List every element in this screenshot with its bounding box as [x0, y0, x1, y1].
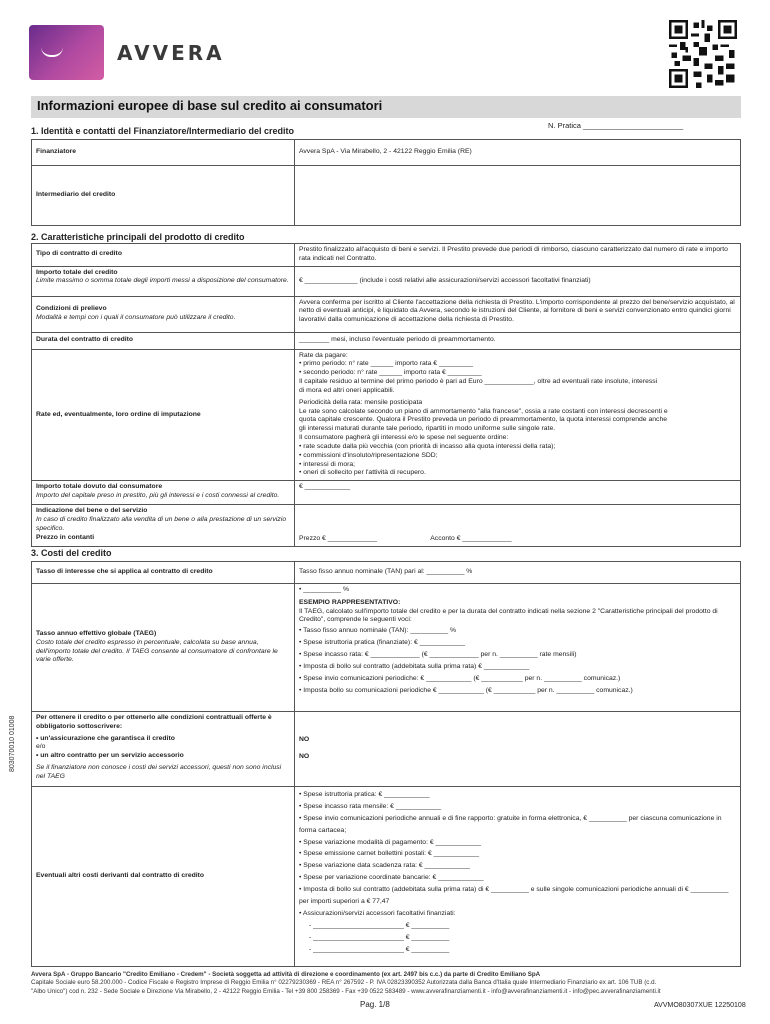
section-2-heading: 2. Caratteristiche principali del prodotto di credito [31, 232, 245, 242]
durata-value: ________ mesi, incluso l'eventuale periodo di preammortamento. [295, 332, 741, 349]
rate-order-list [299, 443, 736, 478]
answer-service: NO [299, 752, 310, 760]
bene-cell [32, 505, 295, 547]
taeg-cell [32, 584, 295, 712]
durata-label: Durata del contratto di credito [32, 332, 295, 349]
list-item: • Spese variazione modalità di pagamento: € ____________ [299, 837, 736, 849]
list-item: • interessi di mora; [299, 461, 736, 470]
side-barcode-text: 803070010 01008 [9, 715, 16, 772]
altri-dashes [299, 920, 736, 956]
pratica-field: N. Pratica ________________________ [548, 121, 684, 130]
esempio-title: ESEMPIO RAPPRESENTATIVO: [299, 598, 401, 606]
obbligo-item-2: • un altro contratto per un servizio accessorio [36, 752, 184, 760]
tasso-value: Tasso fisso annuo nominale (TAN) pari al: __________ % [295, 562, 741, 584]
footer-line-2: Capitale Sociale euro 58.200.000 - Codice Fiscale e Registro Imprese di Reggio Emilia n° 02279230369 - REA n° 267592 - P. IVA 02823390352 Autorizzata dalla Banca d'Italia quale Intermediario Finanziario ex art. 106 TUB (c.d. [31, 979, 657, 987]
dovuto-label: Importo totale dovuto dal consumatore [36, 483, 163, 491]
rate-line: gli interessi maturati durante tale periodo, ripartiti in modo uniforme sulle singole rate. [299, 425, 556, 433]
tipo-value: Prestito finalizzato all'acquisto di beni e servizi. Il Prestito prevede due periodi di rimborso, ciascuno caratterizzato dal numero di rate e importo rata indicati nel Contratto. [295, 244, 741, 267]
acconto-value: Acconto € _____________ [430, 535, 512, 543]
avvera-logo [29, 25, 104, 80]
obbligo-answers [295, 712, 741, 787]
bene-label: Indicazione del bene o del servizio [36, 507, 148, 515]
rate-line: Il consumatore pagherà gli interessi e/o le spese nel seguente ordine: [299, 434, 509, 442]
obbligo-sub: Se il finanziatore non conosce i costi dei servizi accessori, questi non sono inclusi nel TAEG [36, 764, 282, 780]
importo-sub: Limite massimo o somma totale degli importi messi a disposizione del consumatore. [36, 277, 289, 285]
list-item: • Imposta di bollo sul contratto (addebitata sulla prima rata) € ____________ [299, 661, 736, 673]
list-item: • Spese variazione data scadenza rata: € ____________ [299, 860, 736, 872]
qr-code [668, 20, 738, 88]
answer-insurance: NO [299, 736, 310, 743]
altri-value [295, 787, 741, 967]
smile-icon [41, 47, 63, 57]
rate-line: • primo periodo: n° rate ______ importo rata € _________ [299, 360, 474, 368]
dovuto-value: € ____________ [295, 481, 741, 505]
rate-value [295, 349, 741, 481]
rate-lines [299, 352, 736, 396]
dovuto-cell [32, 481, 295, 505]
list-item: • Spese incasso rata mensile: € ____________ [299, 801, 736, 813]
list-item: • Spese invio comunicazioni periodiche annuali e di fine rapporto: gratuite in forma elettronica, € __________ per ciascuna comunicazione in forma cartacea; [299, 813, 736, 837]
prelievo-cell [32, 296, 295, 332]
list-item: • Spese invio comunicazioni periodiche: € ____________ (€ ___________ per n. __________ comunicaz.) [299, 673, 736, 685]
finanziatore-value: Avvera SpA - Via Mirabello, 2 - 42122 Reggio Emilia (RE) [295, 140, 741, 166]
section-3-table [31, 561, 741, 967]
list-item: • rate scadute dalla più vecchia (con priorità di incasso alla quota interessi della rata); [299, 443, 736, 452]
dash-line: - ________________________ € __________ [309, 921, 450, 929]
section-2-table [31, 243, 741, 547]
obbligo-b1-text: un'assicurazione che garantisca il credito [40, 734, 175, 742]
rate-label: Rate ed, eventualmente, loro ordine di imputazione [32, 349, 295, 481]
obbligo-cell [32, 712, 295, 787]
prezzo-label: Prezzo in contanti [36, 533, 95, 541]
tipo-label: Tipo di contratto di credito [32, 244, 295, 267]
altri-list [299, 789, 736, 920]
rate-periodicity [299, 399, 736, 443]
brand-name: AVVERA [117, 41, 225, 65]
list-item: • Assicurazioni/servizi accessori facoltativi finanziati: [299, 908, 736, 920]
esempio-text: Il TAEG, calcolato sull'importo totale del credito e per la durata del contratto indicati nella sezione 2 "Caratteristiche principali del prodotto di Credito", comprende le seguenti voci: [299, 607, 718, 624]
list-item: • Spese emissione carnet bollettini postali: € ____________ [299, 848, 736, 860]
list-item: • Imposta bollo su comunicazioni periodiche € ____________ (€ ___________ per n. __________ comunicaz.) [299, 685, 736, 697]
obbligo-or: e/o [36, 743, 46, 751]
dash-line: - ________________________ € __________ [309, 933, 450, 941]
document-code: AVVMO80307XUE 12250108 [654, 1002, 746, 1009]
list-item: • Spese istruttoria pratica: € ____________ [299, 789, 736, 801]
taeg-value [295, 584, 741, 712]
taeg-pct: • __________ % [299, 586, 350, 593]
list-item: • Spese incasso rata: € _____________ (€ _____________ per n. __________ rate mensili) [299, 649, 736, 661]
bene-sub: In caso di credito finalizzato alla vendita di un bene o alla prestazione di un servizio specifico. [36, 516, 287, 532]
taeg-label: Tasso annuo effettivo globale (TAEG) [36, 629, 157, 637]
intermediario-value [295, 166, 741, 226]
prelievo-label: Condizioni di prelievo [36, 305, 107, 313]
list-item: • Spese per variazione coordinate bancarie: € ____________ [299, 872, 736, 884]
obbligo-label: Per ottenere il credito o per ottenerlo alle condizioni contrattuali offerte è obbligatorio sottoscrivere: [36, 714, 272, 730]
footer [31, 971, 741, 996]
intermediario-label: Intermediario del credito [32, 166, 295, 226]
footer-line-1: Avvera SpA - Gruppo Bancario "Credito Emiliano - Credem" - Società soggetta ad attività di direzione e coordinamento (ex art. 2497 bis c.c.) da parte di Credito Emiliano SpA [31, 971, 541, 978]
prezzo-value: Prezzo € _____________ [299, 535, 377, 543]
list-item: • Tasso fisso annuo nominale (TAN): __________ % [299, 625, 736, 637]
page-title: Informazioni europee di base sul credito ai consumatori [31, 96, 741, 118]
importo-label: Importo totale del credito [36, 268, 118, 276]
rate-line: Rate da pagare: [299, 351, 348, 359]
finanziatore-label: Finanziatore [32, 140, 295, 166]
importo-value: € ______________ (include i costi relativi alle assicurazioni/servizi accessori facoltativi finanziati) [295, 266, 741, 296]
footer-line-3: "Albo Unico") cod n. 232 - Sede Sociale e Direzione Via Mirabello, 2 - 42122 Reggio Emilia - Tel +39 800 258369 - Fax +39 0522 583489 - www.avverafinanziamenti.it - info@avverafinanziamenti.it - info@pec.avverafinanziamenti.it [31, 987, 661, 995]
section-3-heading: 3. Costi del credito [31, 548, 112, 558]
prelievo-sub: Modalità e tempi con i quali il consumatore può utilizzare il credito. [36, 314, 236, 322]
rate-line: Le rate sono calcolate secondo un piano di ammortamento "alla francese", ossia a rate costanti con interessi decrescenti e [299, 407, 668, 415]
importo-cell [32, 266, 295, 296]
section-1-table [31, 139, 741, 226]
rate-line: • secondo periodo: n° rate ______ importo rata € _________ [299, 369, 482, 377]
taeg-sub: Costo totale del credito espresso in percentuale, calcolata su base annua, dell'importo totale del credito. Il TAEG consente al consumatore di confrontare le varie offerte. [36, 638, 278, 664]
dash-line: - ________________________ € __________ [309, 945, 450, 953]
list-item: • Imposta di bollo sul contratto (addebitata sulla prima rata) di € __________ e sulle singole comunicazioni periodiche annuali di € __________ per importi superiori a € 77,47 [299, 884, 736, 908]
rate-line: di mora ed altri oneri applicabili. [299, 386, 395, 394]
rate-line: Periodicità della rata: mensile posticipata [299, 398, 423, 406]
prelievo-value: Avvera conferma per iscritto al Cliente l'accettazione della richiesta di Prestito. L'importo corrispondente al prezzo del bene/servizio acquistato, al netto di eventuali anticipi, è liquidato da Avvera, secondo le istruzioni del Cliente, al fornitore di beni e servizi convenzionato entro quindici giorni lavorativi dalla comunicazione di accettazione della richiesta di Prestito. [295, 296, 741, 332]
tasso-label: Tasso di interesse che si applica al contratto di credito [32, 562, 295, 584]
obbligo-item-1: • un'assicurazione che garantisca il credito [36, 734, 175, 742]
rate-line: quota capitale crescente. Qualora il Prestito preveda un periodo di preammortamento, la quota interessi comprende anche [299, 416, 667, 424]
altri-label: Eventuali altri costi derivanti dal contratto di credito [32, 787, 295, 967]
obbligo-b2-text: un altro contratto per un servizio accessorio [40, 752, 184, 760]
list-item: • oneri di sollecito per l'attività di recupero. [299, 469, 736, 478]
prezzo-cell [295, 505, 741, 547]
section-1-heading: 1. Identità e contatti del Finanziatore/Intermediario del credito [31, 126, 295, 136]
list-item: • Spese istruttoria pratica (finanziate): € ____________ [299, 637, 736, 649]
page-number: Pag. 1/8 [360, 1000, 390, 1009]
rate-line: Il capitale residuo al termine del primo periodo è pari ad Euro _____________, oltre ad eventuali rate insolute, interessi [299, 378, 658, 386]
list-item: • commissioni d'insoluto/ripresentazione SDD; [299, 452, 736, 461]
dovuto-sub: Importo del capitale preso in prestito, più gli interessi e i costi connessi al credito. [36, 492, 280, 500]
esempio-list [299, 625, 736, 696]
